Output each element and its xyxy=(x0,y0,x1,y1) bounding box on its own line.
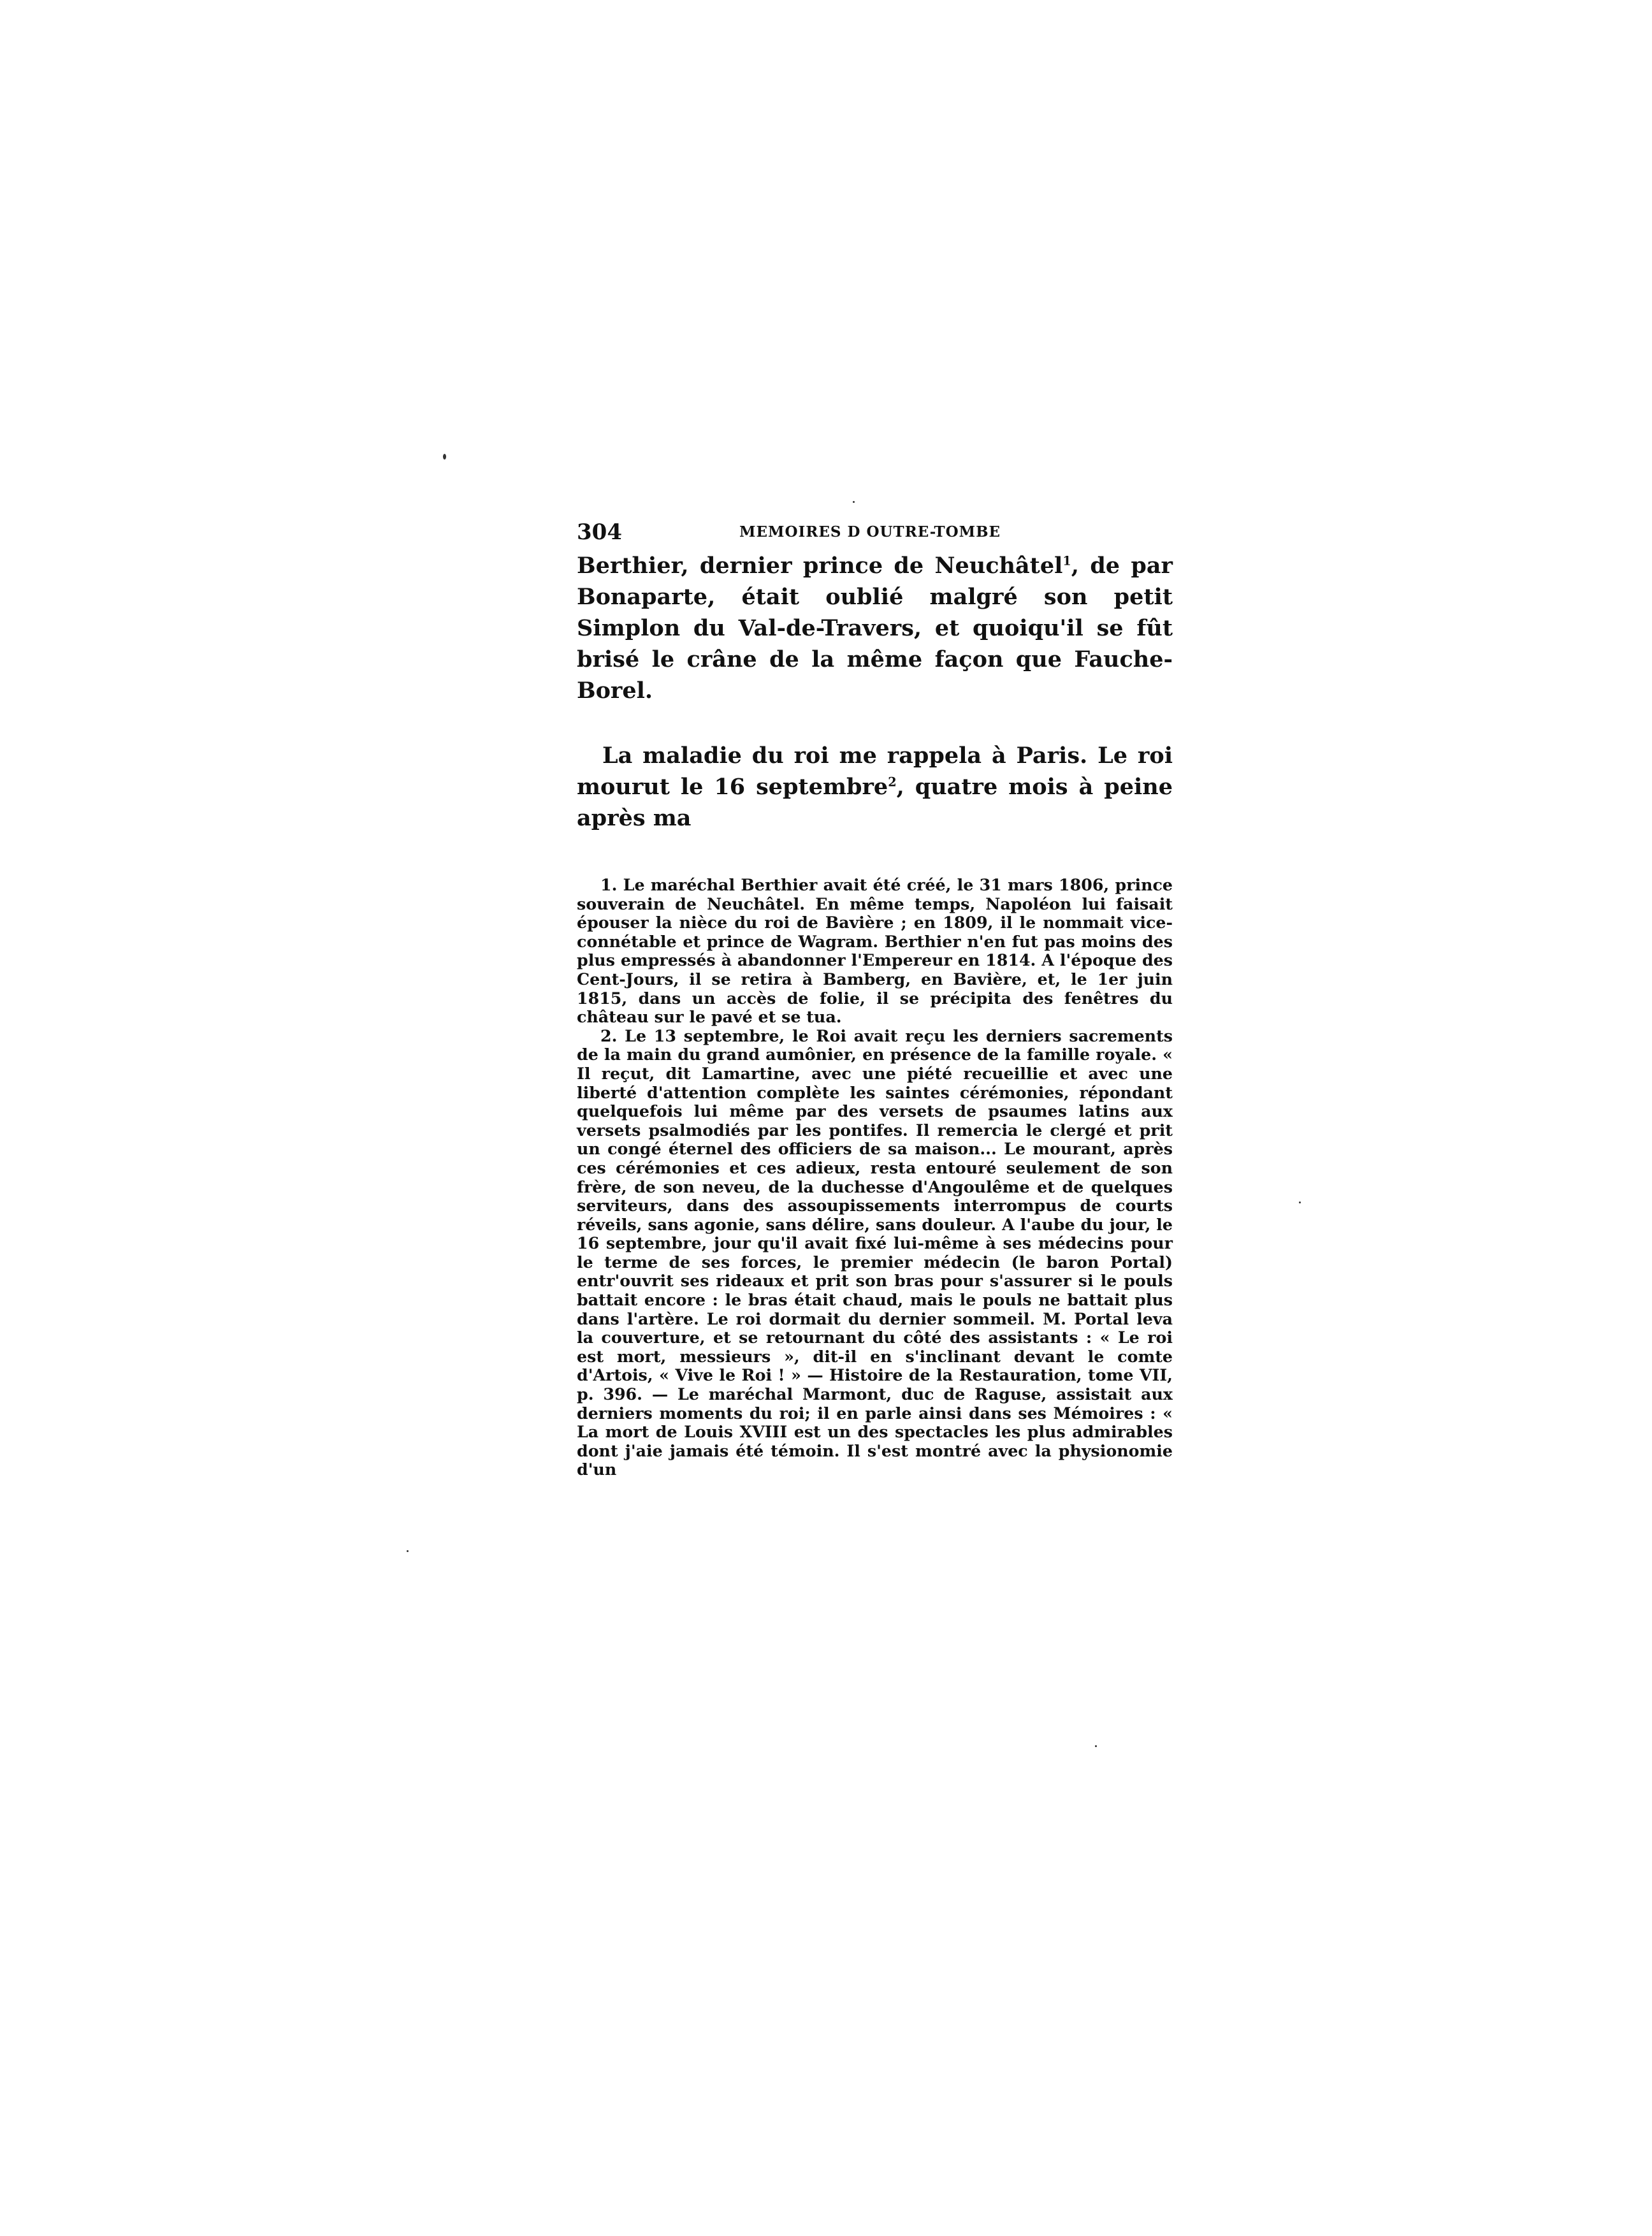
page-number: 304 xyxy=(577,519,622,545)
body-paragraph-1 xyxy=(577,550,1173,706)
footnote-ref-1: 1 xyxy=(1062,553,1071,569)
paragraph-1-text-b: , de par Bonaparte, était oublié malgré son petit Simplon du Val-de-Travers, et quoiqu'il se fût brisé le crâne de la même façon que Fauche-Borel. xyxy=(577,553,1173,704)
running-title: MEMOIRES D OUTRE-TOMBE xyxy=(739,523,1001,541)
footnote-1 xyxy=(577,876,1173,1027)
footnote-1-number: 1. xyxy=(600,875,618,894)
paragraph-2-text-b: , quatre mois à peine après ma xyxy=(577,774,1173,831)
body-paragraph-2 xyxy=(577,740,1173,834)
footnote-1-text: Le maréchal Berthier avait été créé, le 31 mars 1806, prince souverain de Neuchâtel. En même temps, Napoléon lui faisait épouser la nièce du roi de Bavière ; en 1809, il le nommait vice-connétable et prince de Wagram. Berthier n'en fut pas moins des plus empressés à abandonner l'Empereur en 1814. A l'époque des Cent-Jours, il se retira à Bamberg, en Bavière, et, le 1er juin 1815, dans un accès de folie, il se précipita des fenêtres du château sur le pavé et se tua. xyxy=(577,875,1173,1027)
footnote-2 xyxy=(577,1027,1173,1479)
footnote-2-text: Le 13 septembre, le Roi avait reçu les derniers sacrements de la main du grand aumônier, en présence de la famille royale. « Il reçut, dit Lamartine, avec une piété recueillie et avec une liberté d'attention complète les saintes cérémonies, répondant quelquefois lui même par des versets de psaumes latins aux versets psalmodiés par les pontifes. Il remercia le clergé et prit un congé éternel des officiers de sa maison... Le mourant, après ces cérémonies et ces adieux, resta entouré seulement de son frère, de son neveu, de la duchesse d'Angoulême et de quelques serviteurs, dans des assoupissements interrompus de courts réveils, sans agonie, sans délire, sans douleur. A l'aube du jour, le 16 septembre, jour qu'il avait fixé lui-même à ses médecins pour le terme de ses forces, le premier médecin (le baron Portal) entr'ouvrit ses rideaux et prit son bras pour s'assurer si le pouls battait encore : le bras était chaud, mais le pouls ne battait plus dans l'artère. Le roi dormait du dernier sommeil. M. Portal leva la couverture, et se retournant du côté des assistants : « Le roi est mort, messieurs », dit-il en s'inclinant devant le comte d'Artois, « Vive le Roi ! » — Histoire de la Restauration, tome VII, p. 396. — Le maréchal Marmont, duc de Raguse, assistait aux derniers moments du roi; il en parle ainsi dans ses Mémoires : « La mort de Louis XVIII est un des spectacles les plus admirables dont j'aie jamais été témoin. Il s'est montré avec la physionomie d'un xyxy=(577,1026,1173,1479)
footnote-2-number: 2. xyxy=(600,1026,618,1045)
footnotes xyxy=(577,876,1173,1479)
page-content xyxy=(577,519,1173,1479)
footnote-ref-2: 2 xyxy=(888,774,897,790)
paragraph-1-text-a: Berthier, dernier prince de Neuchâtel xyxy=(577,553,1063,579)
paragraph-2-text-a: La maladie du roi me rappela à Paris. Le roi mourut le 16 septembre xyxy=(577,743,1173,800)
running-head xyxy=(577,519,1173,548)
